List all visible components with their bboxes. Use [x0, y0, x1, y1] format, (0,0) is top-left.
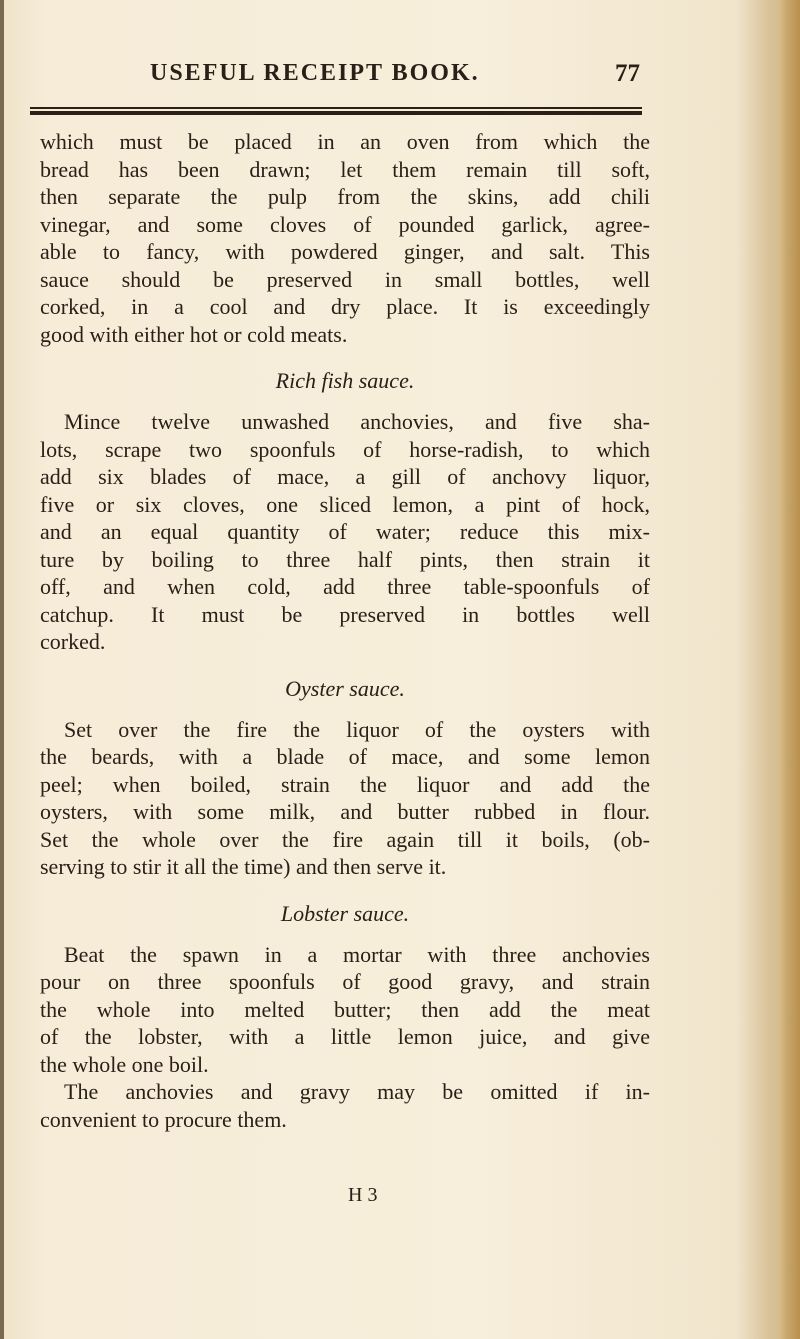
text-line: five or six cloves, one sliced lemon, a pint of hock, [40, 491, 650, 517]
recipe-rich-fish-sauce [40, 366, 650, 656]
page-header [150, 60, 640, 94]
text-line: the whole into melted butter; then add the meat [40, 996, 650, 1022]
intro-paragraph [40, 128, 650, 348]
text-line: pour on three spoonfuls of good gravy, and strain [40, 969, 650, 994]
text-line: good with either hot or cold meats. [40, 321, 348, 347]
text-line: vinegar, and some cloves of pounded garlick, agree- [40, 211, 650, 237]
page-number: 77 [615, 60, 640, 87]
text-line: and an equal quantity of water; reduce this mix- [40, 519, 650, 544]
signature-mark: H 3 [348, 1184, 378, 1206]
page-body [40, 128, 650, 1133]
page-left-edge [0, 0, 4, 1339]
text-line: the whole one boil. [40, 1051, 209, 1077]
text-line: serving to stir it all the time) and then serve it. [40, 854, 447, 879]
text-line: sauce should be preserved in small bottles, well [40, 266, 650, 292]
text-line: The anchovies and gravy may be omitted if in- [64, 1079, 650, 1104]
text-line: able to fancy, with powdered ginger, and salt. This [40, 239, 650, 264]
running-title: USEFUL RECEIPT BOOK. [150, 60, 480, 86]
text-line: corked. [40, 629, 106, 654]
text-line: the beards, with a blade of mace, and some lemon [40, 744, 650, 769]
text-line: peel; when boiled, strain the liquor and add the [40, 771, 650, 797]
text-line: convenient to procure them. [40, 1106, 287, 1132]
text-line: Beat the spawn in a mortar with three anchovies [64, 941, 650, 967]
text-line: catchup. It must be preserved in bottles well [40, 601, 650, 627]
text-line: of the lobster, with a little lemon juice, and give [40, 1024, 650, 1049]
text-line: Mince twelve unwashed anchovies, and five sha- [64, 409, 650, 434]
text-line: oysters, with some milk, and butter rubbed in flour. [40, 799, 650, 824]
text-line: ture by boiling to three half pints, then strain it [40, 546, 650, 572]
text-line: corked, in a cool and dry place. It is exceedingly [40, 294, 650, 319]
text-line: bread has been drawn; let them remain till soft, [40, 156, 650, 182]
text-line: then separate the pulp from the skins, add chili [40, 184, 650, 209]
text-line: which must be placed in an oven from which the [40, 129, 650, 154]
text-line: off, and when cold, add three table-spoonfuls of [40, 574, 650, 599]
text-line: Set the whole over the fire again till it boils, (ob- [40, 826, 650, 852]
header-rule [30, 107, 642, 115]
text-line: lots, scrape two spoonfuls of horse-radish, to which [40, 436, 650, 462]
text-line: Set over the fire the liquor of the oysters with [64, 716, 650, 742]
recipe-heading: Lobster sauce. [280, 900, 410, 926]
recipe-heading: Rich fish sauce. [275, 368, 415, 393]
book-binding-edge [778, 0, 800, 1339]
text-line: add six blades of mace, a gill of anchovy liquor, [40, 464, 650, 489]
recipe-oyster-sauce [40, 674, 650, 881]
recipe-heading: Oyster sauce. [285, 675, 405, 701]
recipe-lobster-sauce [40, 899, 650, 1134]
